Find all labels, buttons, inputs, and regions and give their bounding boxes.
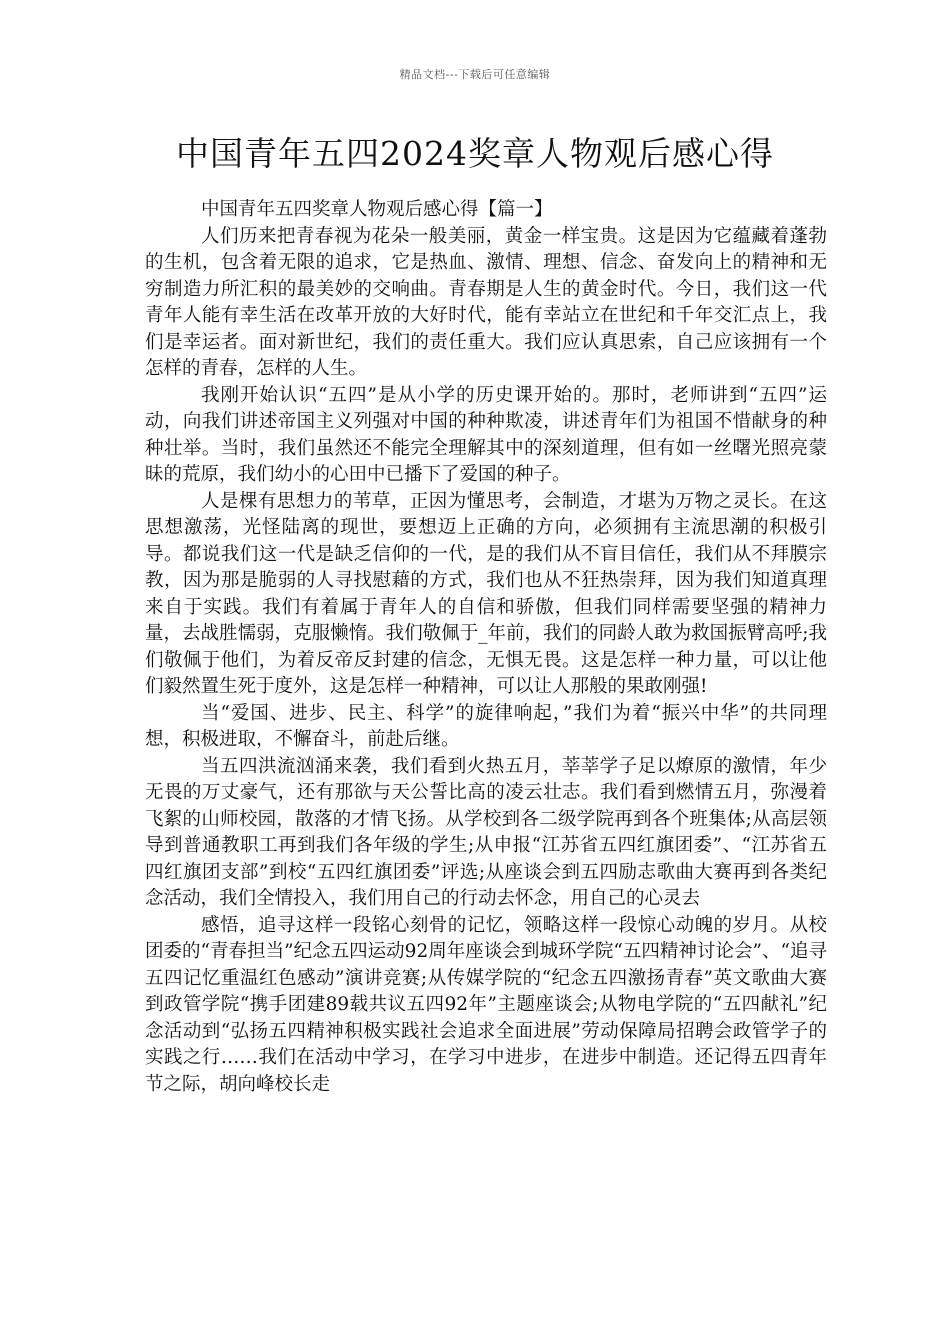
header-note: 精品文档---下载后可任意编辑 [399,68,551,81]
paragraph-4: 当“爱国、进步、民主、科学”的旋律响起，”我们为着“振兴中华”的共同理想，积极进取，不懈奋斗，前赴后继。 [145,702,827,750]
paragraph-5: 当五四洪流汹涌来袭，我们看到火热五月，莘莘学子足以燎原的激情，年少无畏的万丈豪气，还有那欲与天公誓比高的凌云壮志。我们看到燃情五月，弥漫着飞絮的山师校园，散落的才情飞扬。从学校到各二级学院再到各个班集体;从高层领导到普通教职工再到我们各年级的学生;从申报“江苏省五四红旗团委”、“江苏省五四红旗团支部”到校“五四红旗团委”评选;从座谈会到五四励志歌曲大赛再到各类纪念活动，我们全情投入，我们用自己的行动去怀念，用自己的心灵去 [145,755,827,909]
paragraph-6: 感悟，追寻这样一段铭心刻骨的记忆，领略这样一段惊心动魄的岁月。从校团委的“青春担当”纪念五四运动92周年座谈会到城环学院“五四精神讨论会”、“追寻五四记忆重温红色感动”演讲竞赛;从传媒学院的“纪念五四激扬青春”英文歌曲大赛到政管学院“携手团建89载共议五四92年”主题座谈会;从物电学院的“五四献礼”纪念活动到“弘扬五四精神积极实践社会追求全面进展”劳动保障局招聘会政管学子的实践之行……我们在活动中学习，在学习中进步，在进步中制造。还记得五四青年节之际，胡向峰校长走 [145,914,827,1095]
document-title: 中国青年五四2024奖章人物观后感心得 [176,134,774,173]
document-body [145,197,827,1098]
section-heading: 中国青年五四奖章人物观后感心得【篇一】 [201,199,553,220]
paragraph-1: 人们历来把青春视为花朵一般美丽，黄金一样宝贵。这是因为它蕴藏着蓬勃的生机，包含着无限的追求，它是热血、激情、理想、信念、奋发向上的精神和无穷制造力所汇积的最美妙的交响曲。青春期是人生的黄金时代。今日，我们这一代青年人能有幸生活在改革开放的大好时代，能有幸站立在世纪和千年交汇点上，我们是幸运者。面对新世纪，我们的责任重大。我们应认真思索，自己应该拥有一个怎样的青春，怎样的人生。 [145,225,827,379]
paragraph-3: 人是棵有思想力的苇草，正因为懂思考，会制造，才堪为万物之灵长。在这思想激荡，光怪陆离的现世，要想迈上正确的方向，必须拥有主流思潮的积极引导。都说我们这一代是缺乏信仰的一代，是的我们从不盲目信任，我们从不拜膜宗教，因为那是脆弱的人寻找慰藉的方式，我们也从不狂热崇拜，因为我们知道真理来自于实践。我们有着属于青年人的自信和骄傲，但我们同样需要坚强的精神力量，去战胜懦弱，克服懒惰。我们敬佩于_年前，我们的同龄人敢为救国振臂高呼;我们敬佩于他们，为着反帝反封建的信念，无惧无畏。这是怎样一种力量，可以让他们毅然置生死于度外，这是怎样一种精神，可以让人那般的果敢刚强! [145,490,827,697]
paragraph-2: 我刚开始认识“五四”是从小学的历史课开始的。那时，老师讲到“五四”运动，向我们讲述帝国主义列强对中国的种种欺凌，讲述青年们为祖国不惜献身的种种壮举。当时，我们虽然还不能完全理解其中的深刻道理，但有如一丝曙光照亮蒙昧的荒原，我们幼小的心田中已播下了爱国的种子。 [145,384,827,485]
